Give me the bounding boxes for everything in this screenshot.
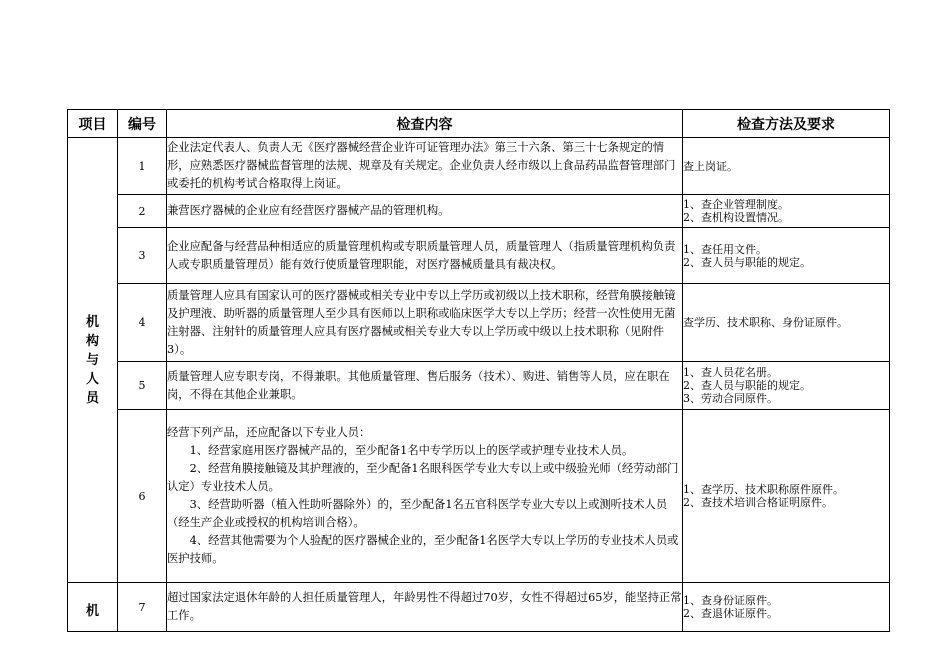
row-number: 2 [118,195,167,228]
table-row [68,362,890,410]
header-content: 检查内容 [167,110,683,138]
method-item: 1、查任用文件。 [683,242,767,256]
table-row [68,195,890,228]
method-item: 2、查技术培训合格证明原件。 [683,496,833,509]
method-item: 2、查退休证原件。 [683,607,778,620]
check-content [167,583,683,632]
check-method [683,583,890,632]
check-method [683,138,890,195]
table-row [68,284,890,362]
header-number: 编号 [118,110,167,138]
row-number: 6 [118,410,167,583]
table-row [68,228,890,284]
method-item: 2、查人员与职能的规定。 [683,255,811,269]
check-content [167,284,683,362]
header-category: 项目 [68,110,118,138]
header-method: 检查方法及要求 [683,110,890,138]
table-row [68,410,890,583]
content-paragraph: 企业应配备与经营品种相适应的质量管理机构或专职质量管理人员，质量管理人（指质量管理机构负责人或专职质量管理员）能有效行使质量管理职能，对医疗器械质量具有裁决权。 [167,239,676,271]
row-number: 3 [118,228,167,284]
check-content [167,195,683,228]
check-method [683,362,890,410]
row-number: 1 [118,138,167,195]
category-cell [68,583,118,632]
method-item: 1、查企业管理制度。 [683,198,789,211]
method-item: 1、查学历、技术职称原件原件。 [683,483,844,496]
table-row [68,583,890,632]
inspection-table [67,109,890,632]
content-paragraph: 质量管理人应专职专岗，不得兼职。其他质量管理、售后服务（技术）、购进、销售等人员，应在职在岗，不得在其他企业兼职。 [167,369,670,401]
row-number: 4 [118,284,167,362]
check-content [167,138,683,195]
content-paragraph: 1、经营家庭用医疗器械产品的，至少配备1名中专学历以上的医学或护理专业技术人员。 [189,444,634,457]
table-row [68,138,890,195]
method-item: 2、查人员与职能的规定。 [683,379,811,392]
row-number: 5 [118,362,167,410]
check-method [683,284,890,362]
category-cell [68,138,118,583]
check-method [683,195,890,228]
content-paragraph: 兼营医疗器械的企业应有经营医疗器械产品的管理机构。 [167,204,450,217]
table-header-row [68,110,890,138]
content-paragraph: 2、经营角膜接触镜及其护理液的，至少配备1名眼科医学专业大专以上或中级验光师（经劳动部门认定）专业技术人员。 [167,462,679,493]
content-paragraph: 企业法定代表人、负责人无《医疗器械经营企业许可证管理办法》第三十六条、第三十七条规定的情形，应熟悉医疗器械监督管理的法规、规章及有关规定。企业负责人经市级以上食品药品监督管理部门或委托的机构考试合格取得上岗证。 [167,141,676,190]
check-method [683,228,890,284]
table-body [68,138,890,632]
check-content [167,410,683,583]
content-paragraph: 经营下列产品，还应配备以下专业人员： [167,426,371,439]
category-label: 机 [85,604,99,619]
check-content [167,228,683,284]
category-label: 机构与人员 [86,314,100,406]
content-paragraph: 质量管理人应具有国家认可的医疗器械或相关专业中专以上学历或初级以上技术职称，经营角膜接触镜及护理液、助听器的质量管理人至少具有医师以上职称或临床医学大专以上学历；经营一次性使用无菌注射器、注射针的质量管理人应具有医疗器械或相关专业大专以上学历或中级以上技术职称（见附件3）。 [167,288,676,356]
method-item: 1、查人员花名册。 [683,366,778,379]
method-item: 1、查身份证原件。 [683,594,778,607]
method-item: 3、劳动合同原件。 [683,392,778,405]
content-paragraph: 3、经营助听器（植入性助听器除外）的，至少配备1名五官科医学专业大专以上或测听技术人员（经生产企业或授权的机构培训合格）。 [167,498,668,529]
method-item: 查上岗证。 [683,159,738,173]
content-paragraph: 4、经营其他需要为个人验配的医疗器械企业的，至少配备1名医学大专以上学历的专业技术人员或医护技师。 [167,534,679,565]
method-item: 2、查机构设置情况。 [683,211,789,224]
check-method [683,410,890,583]
method-item: 查学历、技术职称、身份证原件。 [683,316,848,329]
check-content [167,362,683,410]
content-paragraph: 超过国家法定退休年龄的人担任质量管理人，年龄男性不得超过70岁，女性不得超过65岁，能坚持正常工作。 [167,591,682,622]
row-number: 7 [118,583,167,632]
